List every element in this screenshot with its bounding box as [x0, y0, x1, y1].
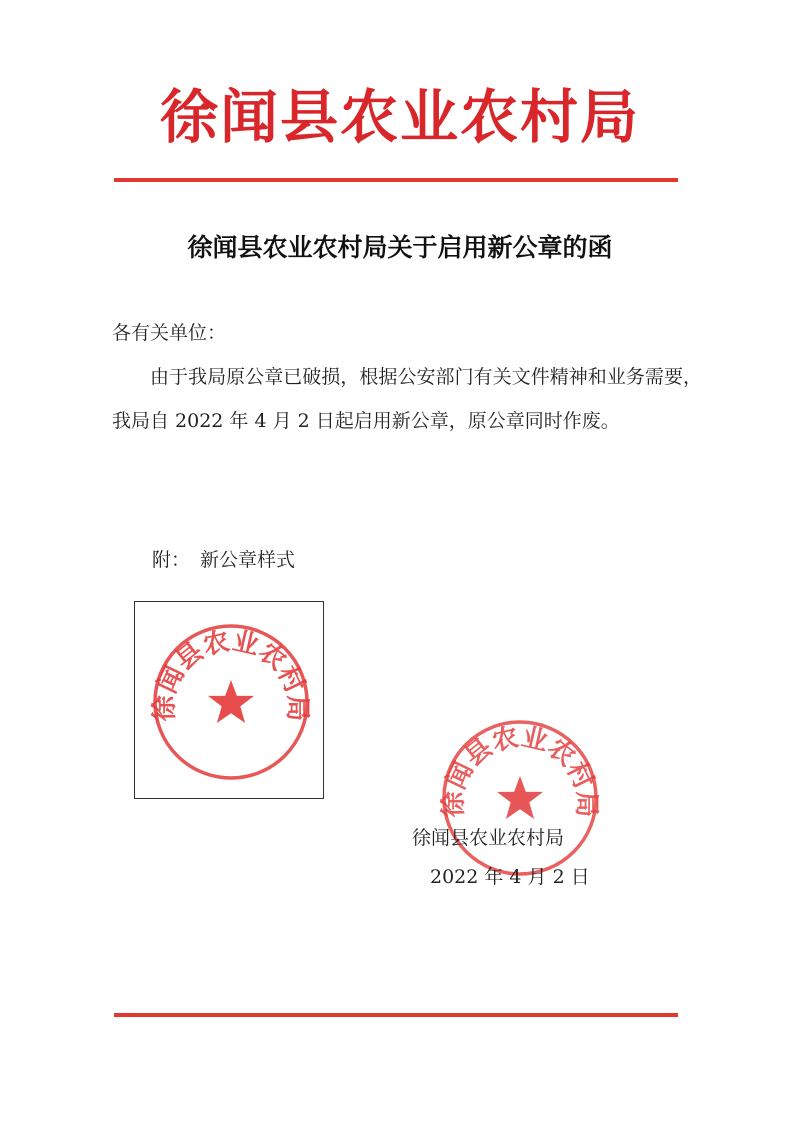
- footer-divider: [114, 1013, 678, 1017]
- signature-date: 2022 年 4 月 2 日: [430, 866, 590, 888]
- star-icon: [208, 680, 254, 723]
- star-icon: [497, 776, 543, 819]
- body-paragraph: 由于我局原公章已破损，根据公安部门有关文件精神和业务需要，我局自 2022 年 4 月 2 日起启用新公章，原公章同时作废。: [112, 366, 702, 432]
- official-seal-stamp: [440, 718, 600, 878]
- attachment-name: 新公章样式: [200, 549, 296, 571]
- seal-stamp-lettering: 徐闻县农业农村局: [438, 722, 602, 818]
- attachment-label: 附：: [152, 549, 191, 571]
- attachment-line: [152, 545, 295, 575]
- document-title: 徐闻县农业农村局关于启用新公章的函: [187, 233, 613, 262]
- signature-organization: 徐闻县农业农村局: [412, 827, 565, 849]
- seal-sample-lettering: 徐闻县农业农村局: [149, 626, 313, 722]
- agency-masthead: 徐闻县农业农村局: [159, 83, 640, 151]
- seal-sample-frame: [134, 601, 324, 799]
- seal-sample-image: [151, 622, 311, 782]
- header-divider: [114, 178, 678, 182]
- salutation: 各有关单位：: [112, 322, 227, 344]
